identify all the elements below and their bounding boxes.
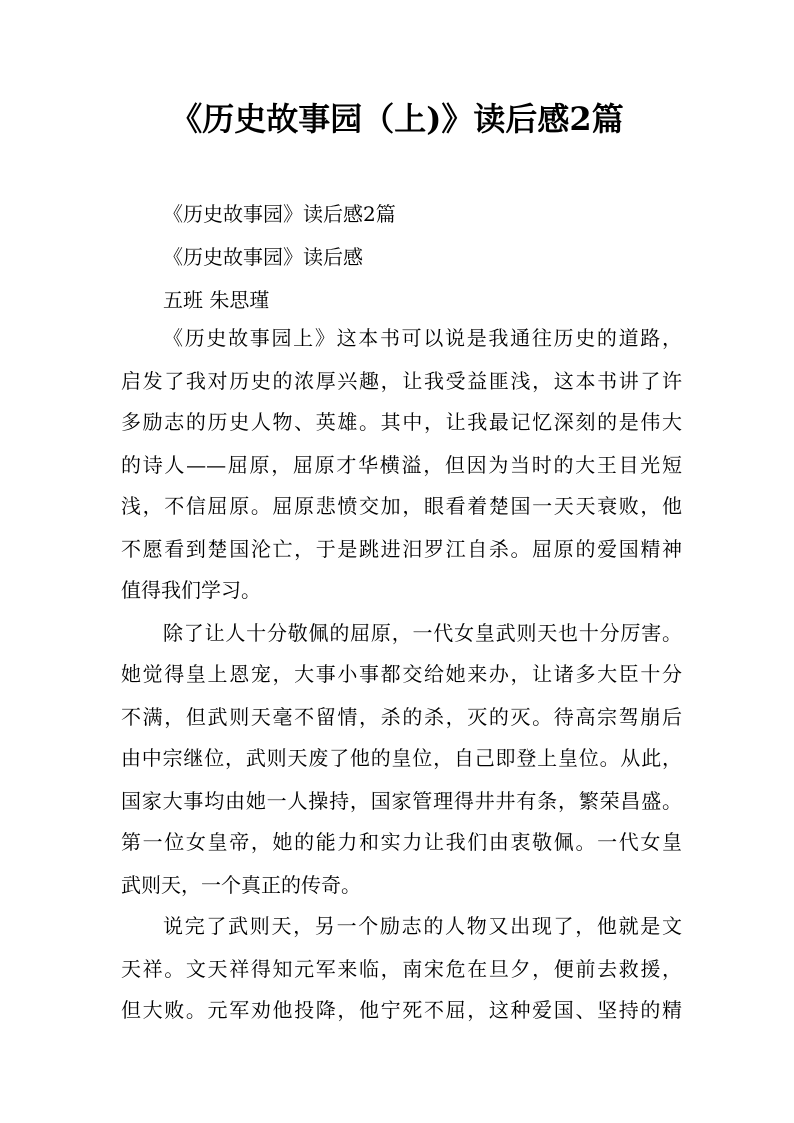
paragraph-line: 启发了我对历史的浓厚兴趣，让我受益匪浅，这本书讲了许 (121, 369, 682, 393)
paragraph-line: 《历史故事园上》这本书可以说是我通往历史的道路， (163, 326, 682, 350)
paragraph-line: 但大败。元军劝他投降，他宁死不屈，这种爱国、坚持的精 (121, 998, 682, 1022)
author-line: 五班 朱思瑾 (163, 288, 270, 312)
paragraph-line: 武则天，一个真正的传奇。 (121, 873, 361, 897)
paragraph-line: 不满，但武则天毫不留情，杀的杀，灭的灭。待高宗驾崩后 (121, 705, 682, 729)
subtitle-line: 《历史故事园》读后感 (163, 245, 363, 269)
subtitle-line: 《历史故事园》读后感2篇 (163, 202, 396, 226)
paragraph-line: 说完了武则天，另一个励志的人物又出现了，他就是文 (163, 914, 682, 938)
paragraph-line: 国家大事均由她一人操持，国家管理得井井有条，繁荣昌盛。 (121, 789, 682, 813)
paragraph-line: 她觉得皇上恩宠，大事小事都交给她来办，让诸多大臣十分 (121, 662, 682, 686)
paragraph-line: 由中宗继位，武则天废了他的皇位，自己即登上皇位。从此， (121, 746, 682, 770)
paragraph-line: 天祥。文天祥得知元军来临，南宋危在旦夕，便前去救援， (121, 957, 682, 981)
document-title: 《历史故事园（上)》读后感2篇 (170, 100, 624, 138)
paragraph-line: 多励志的历史人物、英雄。其中，让我最记忆深刻的是伟大 (121, 410, 682, 434)
paragraph-line: 的诗人——屈原，屈原才华横溢，但因为当时的大王目光短 (121, 453, 682, 477)
paragraph-line: 不愿看到楚国沦亡，于是跳进汨罗江自杀。屈原的爱国精神 (121, 537, 682, 561)
paragraph-line: 值得我们学习。 (121, 578, 261, 602)
paragraph-line: 第一位女皇帝，她的能力和实力让我们由衷敬佩。一代女皇 (121, 830, 682, 854)
paragraph-line: 除了让人十分敬佩的屈原，一代女皇武则天也十分厉害。 (163, 621, 682, 645)
paragraph-line: 浅，不信屈原。屈原悲愤交加，眼看着楚国一天天衰败，他 (121, 494, 682, 518)
